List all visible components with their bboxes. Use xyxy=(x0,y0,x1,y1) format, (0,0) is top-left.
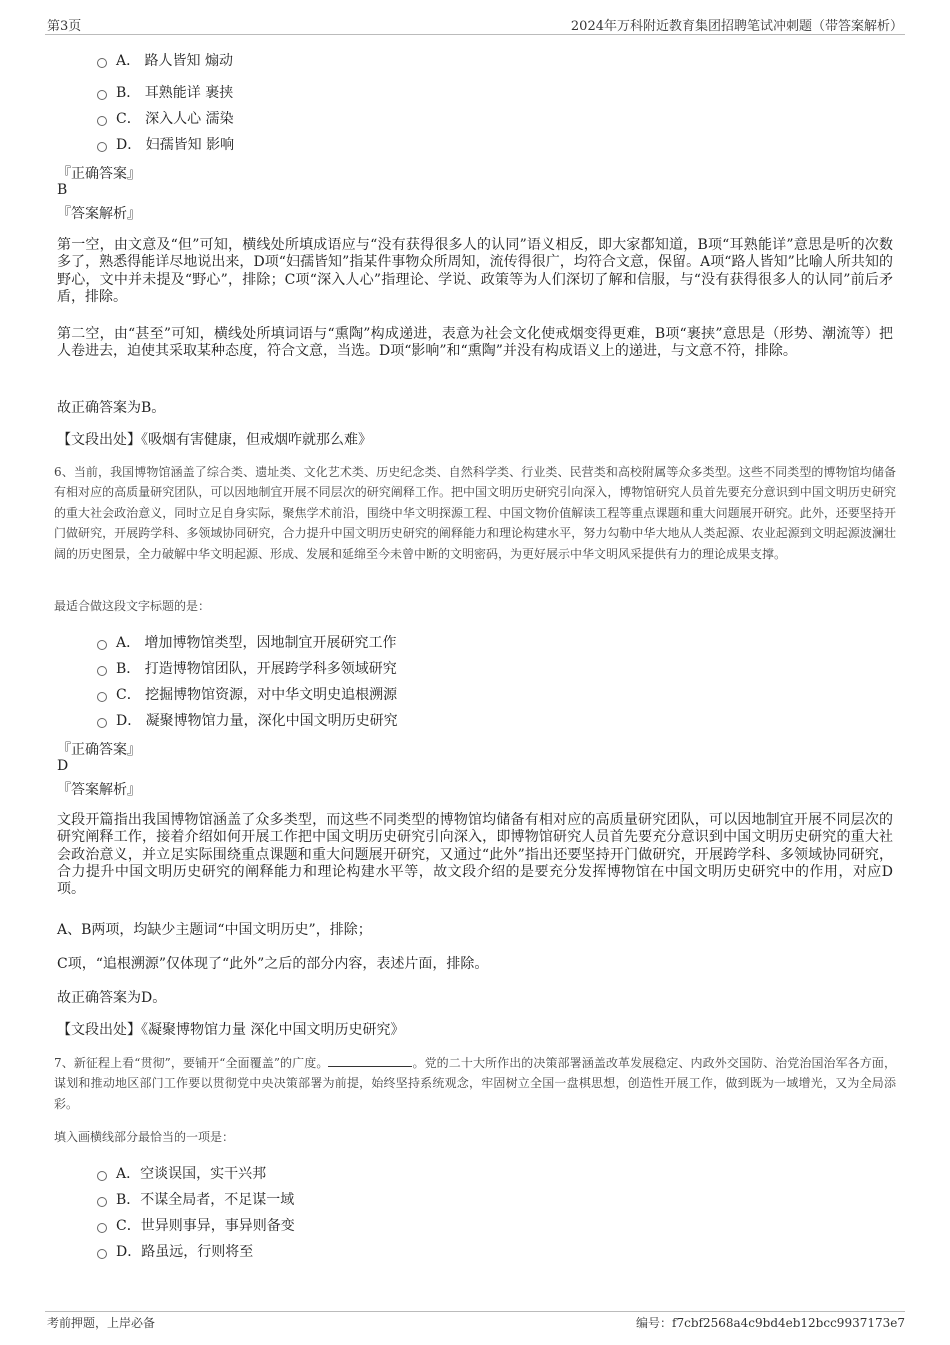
q6-analysis-paragraph-3: C项，“追根溯源”仅体现了“此外”之后的部分内容，表述片面，排除。 xyxy=(57,956,489,972)
q6-question: 最适合做这段文字标题的是： xyxy=(54,599,211,613)
q6-conclusion: 故正确答案为D。 xyxy=(57,990,167,1006)
q6-source: 【文段出处】《凝聚博物馆力量 深化中国文明历史研究》 xyxy=(57,1022,405,1038)
header-divider xyxy=(45,34,905,35)
q7-stem: 7、新征程上看“贯彻”，要铺开“全面覆盖”的广度。 。党的二十大所作出的决策部署涵盖改革发展稳定、内政外交国防、治党治国治军各方面，谋划和推动地区部门工作要以贯彻党中央决策部署为前提，始终坚持系统观念，牢固树立全国一盘棋思想，创造性开展工作，做到既为一域增光，又为全局添彩。 xyxy=(54,1056,896,1111)
q5-answer-label: 『正确答案』 xyxy=(57,166,141,182)
q6-analysis-paragraph-1: 文段开篇指出我国博物馆涵盖了众多类型，而这些不同类型的博物馆均储备有相对应的高质量研究团队，可以因地制宜开展不同层次的研究阐释工作，接着介绍如何开展工作把中国文明历史研究引向深入，即博物馆研究人员首先要充分意识到中国文明历史研究的重大社会政治意义，并立足实际围绕重点课题和重大问题展开研究，又通过“此外”指出还要坚持开门做研究，开展跨学科、多领域协同研究，合力提升中国文明历史研究的阐释能力和理论构建水平等，故文段介绍的是要充分发挥博物馆在中国文明历史研究中的作用，对应D项。 xyxy=(57,812,893,898)
q5-analysis-paragraph-1: 第一空，由文意及“但”可知，横线处所填成语应与“没有获得很多人的认同”语义相反，即大家都知道，B项“耳熟能详”意思是听的次数多了，熟悉得能详尽地说出来，D项“妇孺皆知”指某件事物众所周知，流传得很广，均符合文意，保留。A项“路人皆知”比喻人所共知的野心，文中并未提及“野心”，排除；C项“深入人心”指理论、学说、政策等为人们深切了解和信服，与“没有获得很多人的认同”前后矛盾，排除。 xyxy=(57,237,893,305)
radio-icon[interactable] xyxy=(97,640,107,650)
q6-answer: D xyxy=(57,758,69,774)
q6-analysis-paragraph-2: A、B两项，均缺少主题词“中国文明历史”，排除； xyxy=(57,922,372,938)
radio-icon[interactable] xyxy=(97,666,107,676)
q7-option-a[interactable]: A．空谈误国，实干兴邦 xyxy=(97,1163,266,1183)
q6-option-b[interactable]: B． 打造博物馆团队，开展跨学科多领域研究 xyxy=(97,658,397,678)
radio-icon[interactable] xyxy=(97,1197,107,1207)
q7-option-c[interactable]: C．世异则事异，事异则备变 xyxy=(97,1215,295,1235)
radio-icon[interactable] xyxy=(97,1249,107,1259)
radio-icon[interactable] xyxy=(97,142,107,152)
q6-option-d[interactable]: D． 凝聚博物馆力量，深化中国文明历史研究 xyxy=(97,710,398,730)
q5-option-d[interactable]: D． 妇孺皆知 影响 xyxy=(97,134,234,154)
q5-option-b[interactable]: B． 耳熟能详 裹挟 xyxy=(97,82,233,102)
q5-analysis-paragraph-2: 第二空，由“甚至”可知，横线处所填词语与“熏陶”构成递进，表意为社会文化使戒烟变得更难，B项“裹挟”意思是（形势、潮流等）把人卷进去，迫使其采取某种态度，符合文意，当选。D项“影响”和“熏陶”并没有构成语义上的递进，与文意不符，排除。 xyxy=(57,326,893,360)
radio-icon[interactable] xyxy=(97,90,107,100)
q5-source: 【文段出处】《吸烟有害健康，但戒烟咋就那么难》 xyxy=(57,432,372,448)
radio-icon[interactable] xyxy=(97,58,107,68)
q5-option-c[interactable]: C． 深入人心 濡染 xyxy=(97,108,234,128)
footer-slogan: 考前押题，上岸必备 xyxy=(47,1316,156,1330)
footer-serial-number: 编号：f7cbf2568a4c9bd4eb12bcc9937173e7 xyxy=(636,1316,905,1330)
footer-divider xyxy=(45,1311,905,1312)
q5-option-a[interactable]: A． 路人皆知 煽动 xyxy=(97,50,233,70)
radio-icon[interactable] xyxy=(97,1171,107,1181)
q7-option-b[interactable]: B．不谋全局者，不足谋一域 xyxy=(97,1189,294,1209)
q7-question: 填入画横线部分最恰当的一项是： xyxy=(54,1130,235,1144)
radio-icon[interactable] xyxy=(97,1223,107,1233)
q5-conclusion: 故正确答案为B。 xyxy=(57,400,166,416)
q5-analysis-label: 『答案解析』 xyxy=(57,206,141,222)
document-title: 2024年万科附近教育集团招聘笔试冲刺题（带答案解析） xyxy=(570,19,903,34)
q6-option-c[interactable]: C． 挖掘博物馆资源，对中华文明史追根溯源 xyxy=(97,684,397,704)
radio-icon[interactable] xyxy=(97,692,107,702)
radio-icon[interactable] xyxy=(97,116,107,126)
q7-option-d[interactable]: D．路虽远，行则将至 xyxy=(97,1241,253,1261)
radio-icon[interactable] xyxy=(97,718,107,728)
q6-analysis-label: 『答案解析』 xyxy=(57,782,141,798)
q6-stem: 6、当前，我国博物馆涵盖了综合类、遗址类、文化艺术类、历史纪念类、自然科学类、行业类、民营类和高校附属等众多类型。这些不同类型的博物馆均储备有相对应的高质量研究团队，可以因地制宜开展不同层次的研究阐释工作。把中国文明历史研究引向深入，博物馆研究人员首先要充分意识到中国文明历史研究的重大社会政治意义，同时立足自身实际，聚焦学术前沿，围绕中华文明探源工程、中国文物价值解读工程等重点课题和重大问题展开研究。此外，还要坚持开门做研究，开展跨学科、多领域协同研究，合力提升中国文明历史研究的阐释能力和理论构建水平，努力勾勒中华大地从人类起源、农业起源到文明起源波澜壮阔的历史图景，全力破解中华文明起源、形成、发展和延绵至今未曾中断的文明密码，为更好展示中华文明风采提供有力的理论成果支撑。 xyxy=(54,465,896,561)
q6-answer-label: 『正确答案』 xyxy=(57,742,141,758)
page-number: 第3页 xyxy=(47,19,82,34)
q5-answer: B xyxy=(57,182,68,198)
fill-in-blank xyxy=(328,1054,412,1067)
q6-option-a[interactable]: A． 增加博物馆类型，因地制宜开展研究工作 xyxy=(97,632,397,652)
